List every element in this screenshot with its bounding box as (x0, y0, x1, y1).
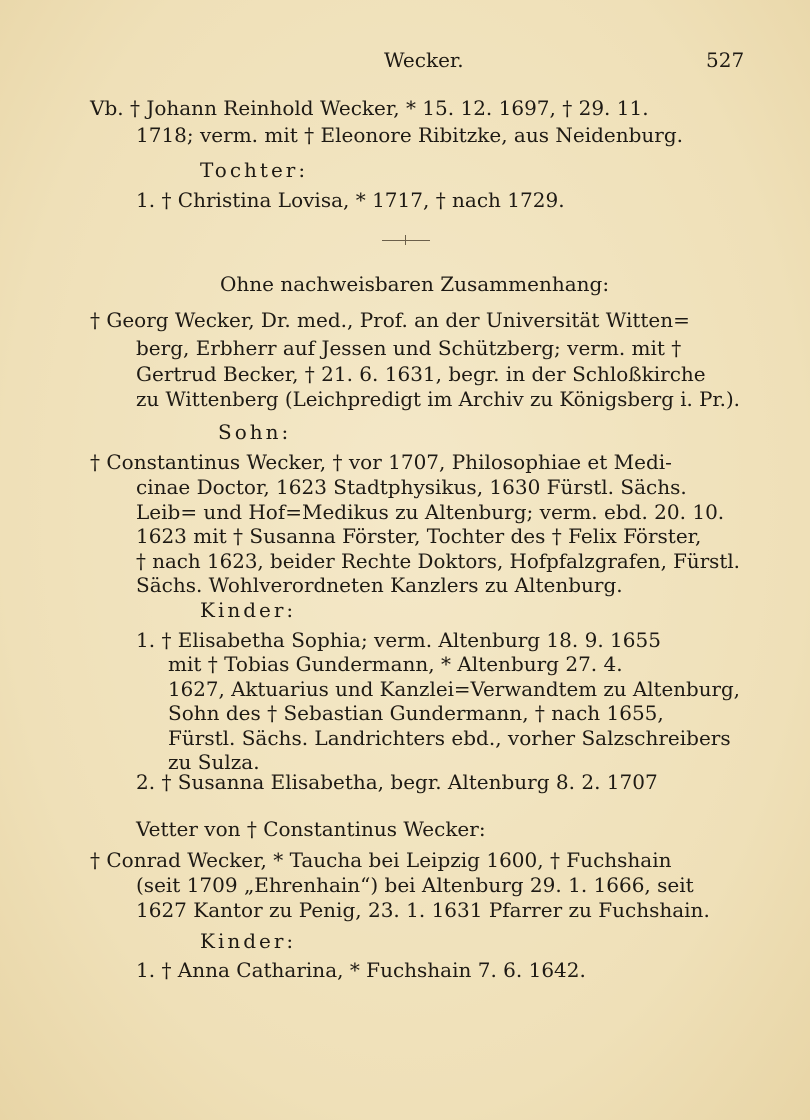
text-line: zu Sulza. (168, 750, 260, 774)
text-line: † Georg Wecker, Dr. med., Prof. an der Universität Witten= (90, 308, 690, 332)
text-line: Tochter: (200, 158, 309, 182)
text-line: Sohn: (218, 420, 292, 444)
text-line: 1. † Christina Lovisa, * 1717, † nach 1729. (136, 188, 565, 212)
text-line: Fürstl. Sächs. Landrichters ebd., vorher Salzschreibers (168, 726, 731, 750)
text-line: 1. † Elisabetha Sophia; verm. Altenburg 18. 9. 1655 (136, 628, 661, 652)
text-line: † Constantinus Wecker, † vor 1707, Philosophiae et Medi- (90, 450, 672, 474)
text-line: 1623 mit † Susanna Förster, Tochter des † Felix Förster, (136, 524, 702, 548)
section-divider-mark (405, 235, 406, 245)
text-line: Kinder: (200, 598, 297, 622)
text-line: Gertrud Becker, † 21. 6. 1631, begr. in der Schloßkirche (136, 362, 706, 386)
text-line: cinae Doctor, 1623 Stadtphysikus, 1630 Fürstl. Sächs. (136, 475, 687, 499)
text-line: 1627, Aktuarius und Kanzlei=Verwandtem zu Altenburg, (168, 677, 740, 701)
text-line: 1718; verm. mit † Eleonore Ribitzke, aus Neidenburg. (136, 123, 684, 147)
text-line: † nach 1623, beider Rechte Doktors, Hofpfalzgrafen, Fürstl. (136, 549, 740, 573)
text-line: Sächs. Wohlverordneten Kanzlers zu Altenburg. (136, 573, 623, 597)
text-line: 1627 Kantor zu Penig, 23. 1. 1631 Pfarrer zu Fuchshain. (136, 898, 710, 922)
text-line: 1. † Anna Catharina, * Fuchshain 7. 6. 1642. (136, 958, 586, 982)
section-divider (382, 240, 430, 241)
text-line: Vb. † Johann Reinhold Wecker, * 15. 12. 1697, † 29. 11. (90, 96, 649, 120)
text-line: (seit 1709 „Ehrenhain“) bei Altenburg 29. 1. 1666, seit (136, 873, 694, 897)
running-head: Wecker. (384, 48, 464, 72)
text-line: berg, Erbherr auf Jessen und Schützberg; verm. mit † (136, 336, 682, 360)
page-number: 527 (706, 48, 745, 72)
text-line: † Conrad Wecker, * Taucha bei Leipzig 1600, † Fuchshain (90, 848, 672, 872)
text-line: zu Wittenberg (Leichpredigt im Archiv zu Königsberg i. Pr.). (136, 387, 740, 411)
text-line: Leib= und Hof=Medikus zu Altenburg; verm. ebd. 20. 10. (136, 500, 725, 524)
text-line: 2. † Susanna Elisabetha, begr. Altenburg 8. 2. 1707 (136, 770, 658, 794)
text-line: Kinder: (200, 929, 297, 953)
text-line: Sohn des † Sebastian Gundermann, † nach 1655, (168, 701, 664, 725)
text-line: mit † Tobias Gundermann, * Altenburg 27. 4. (168, 652, 623, 676)
text-line: Ohne nachweisbaren Zusammenhang: (220, 272, 610, 296)
text-line: Vetter von † Constantinus Wecker: (136, 817, 486, 841)
